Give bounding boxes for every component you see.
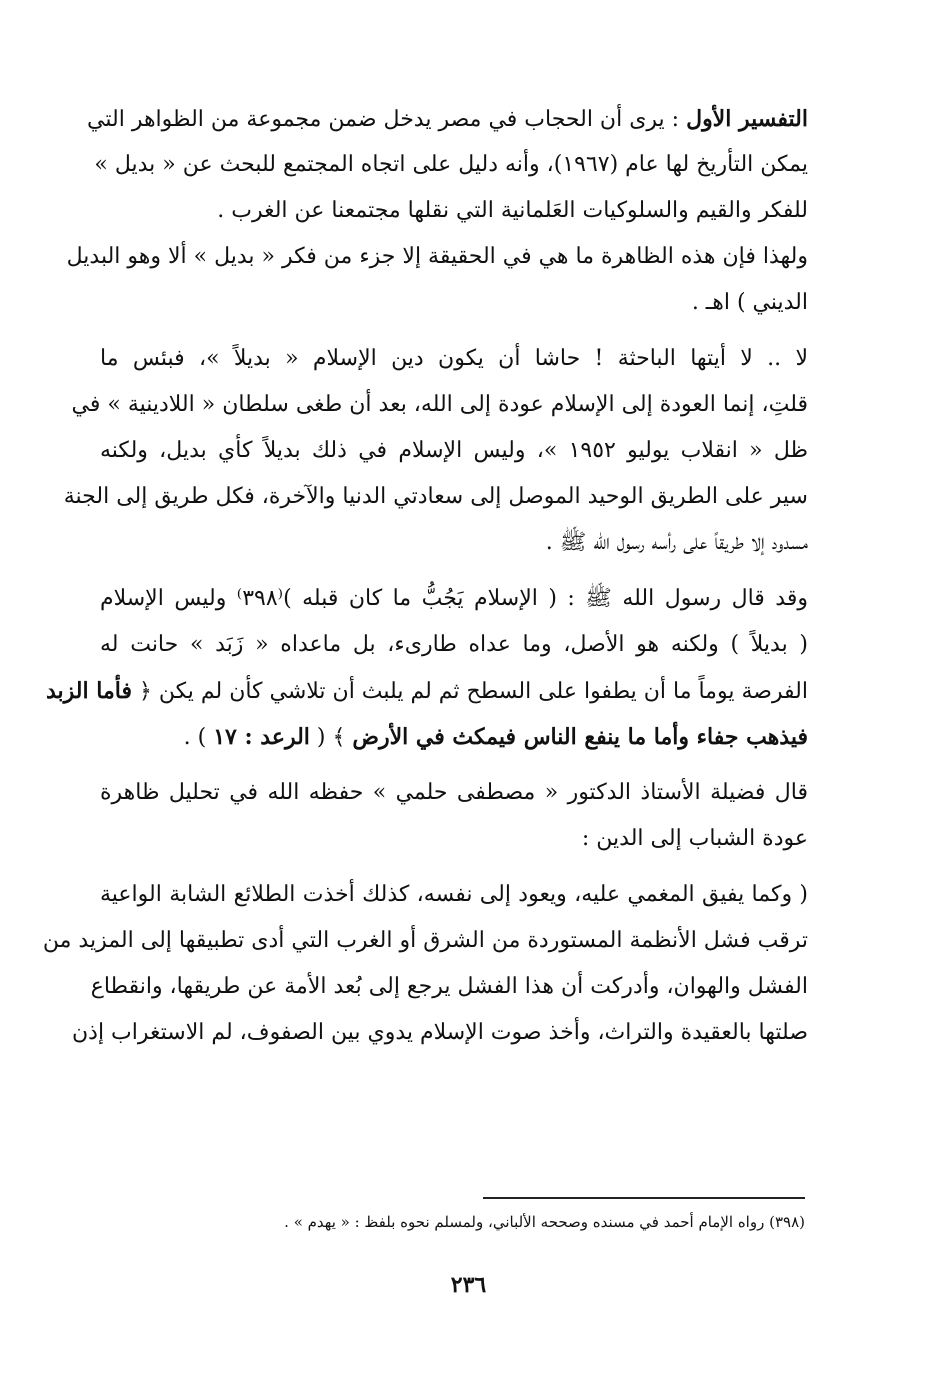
- paragraph-line: يمكن التأريخ لها عام (١٩٦٧)، وأنه دليل على اتجاه المجتمع للبحث عن « بديل »: [94, 152, 808, 177]
- paragraph-line: ولهذا فإن هذه الظاهرة ما هي في الحقيقة إلا جزء من فكر « بديل » ألا وهو البديل: [66, 244, 808, 269]
- bold-heading: التفسير الأول: [686, 106, 808, 132]
- footnote-divider: [483, 1197, 805, 1199]
- paragraph-line: مسدود إلا طريقاً على رأسه رسول الله ﷺ .: [545, 530, 808, 555]
- paragraph-5: [42, 872, 808, 1056]
- paragraph-3: [45, 576, 808, 760]
- verse-reference: الرعد : ١٧: [213, 724, 310, 750]
- paragraph-line: سير على الطريق الوحيد الموصل إلى سعادتي الدنيا والآخرة، فكل طريق إلى الجنة: [63, 484, 808, 509]
- paragraph-line: الفشل والهوان، وأدركت أن هذا الفشل يرجع إلى بُعد الأمة عن طريقها، وانقطاع: [90, 974, 808, 999]
- paragraph-line: ترقب فشل الأنظمة المستوردة من الشرق أو الغرب التي أدى تطبيقها إلى المزيد من: [42, 928, 808, 953]
- paragraph-line: الديني ) اهـ .: [691, 290, 808, 315]
- paragraph-4: [100, 770, 808, 862]
- line-text: الفرصة يوماً ما أن يطفوا على السطح ثم لم يلبث أن تلاشي كأن لم يكن ﴿: [131, 679, 808, 704]
- footnote: (٣٩٨) رواه الإمام أحمد في مسنده وصححه الألباني، ولمسلم نحوه بلفظ : « يهدم » .: [284, 1213, 805, 1231]
- quran-verse: فيذهب جفاء وأما ما ينفع الناس فيمكث في الأرض: [352, 724, 808, 750]
- line-text: ) .: [183, 725, 214, 750]
- paragraph-line: [100, 714, 808, 760]
- paragraph-line: صلتها بالعقيدة والتراث، وأخذ صوت الإسلام يدوي بين الصفوف، لم الاستغراب إذن: [71, 1020, 808, 1045]
- paragraph-line: لا .. لا أيتها الباحثة ! حاشا أن يكون دين الإسلام « بديلاً »، فبئس ما: [100, 346, 808, 371]
- paragraph-line: ظل « انقلاب يوليو ١٩٥٢ »، وليس الإسلام في ذلك بديلاً كأي بديل، ولكنه: [100, 438, 808, 463]
- paragraph-line: [45, 668, 808, 714]
- paragraph-2: [63, 336, 808, 566]
- paragraph-line: قلتِ، إنما العودة إلى الإسلام عودة إلى الله، بعد أن طغى سلطان « اللادينية » في: [71, 392, 808, 417]
- paragraph-line: عودة الشباب إلى الدين :: [581, 826, 808, 851]
- paragraph-line: ( وكما يفيق المغمي عليه، ويعود إلى نفسه، كذلك أخذت الطلائع الشابة الواعية: [100, 882, 808, 907]
- line-text: ﴾ (: [309, 725, 353, 750]
- paragraph-line: قال فضيلة الأستاذ الدكتور « مصطفى حلمي » حفظه الله في تحليل ظاهرة: [100, 780, 808, 805]
- page-body: [42, 96, 808, 1056]
- page-number: ٢٣٦: [450, 1272, 487, 1298]
- paragraph-line: ( بديلاً ) ولكنه هو الأصل، وما عداه طارىء، بل ماعداه « زَبَد » حانت له: [100, 632, 808, 657]
- paragraph-line: [87, 96, 808, 142]
- paragraph-line: للفكر والقيم والسلوكيات العَلمانية التي نقلها مجتمعنا عن الغرب .: [217, 198, 808, 223]
- paragraph-1: [66, 96, 808, 326]
- quran-verse: فأما الزبد: [45, 678, 132, 704]
- paragraph-line: وقد قال رسول الله ﷺ : ( الإسلام يَجُبُّ ما كان قبله )⁽٣٩٨⁾ وليس الإسلام: [100, 586, 808, 611]
- line-text: : يرى أن الحجاب في مصر يدخل ضمن مجموعة من الظواهر التي: [87, 107, 687, 132]
